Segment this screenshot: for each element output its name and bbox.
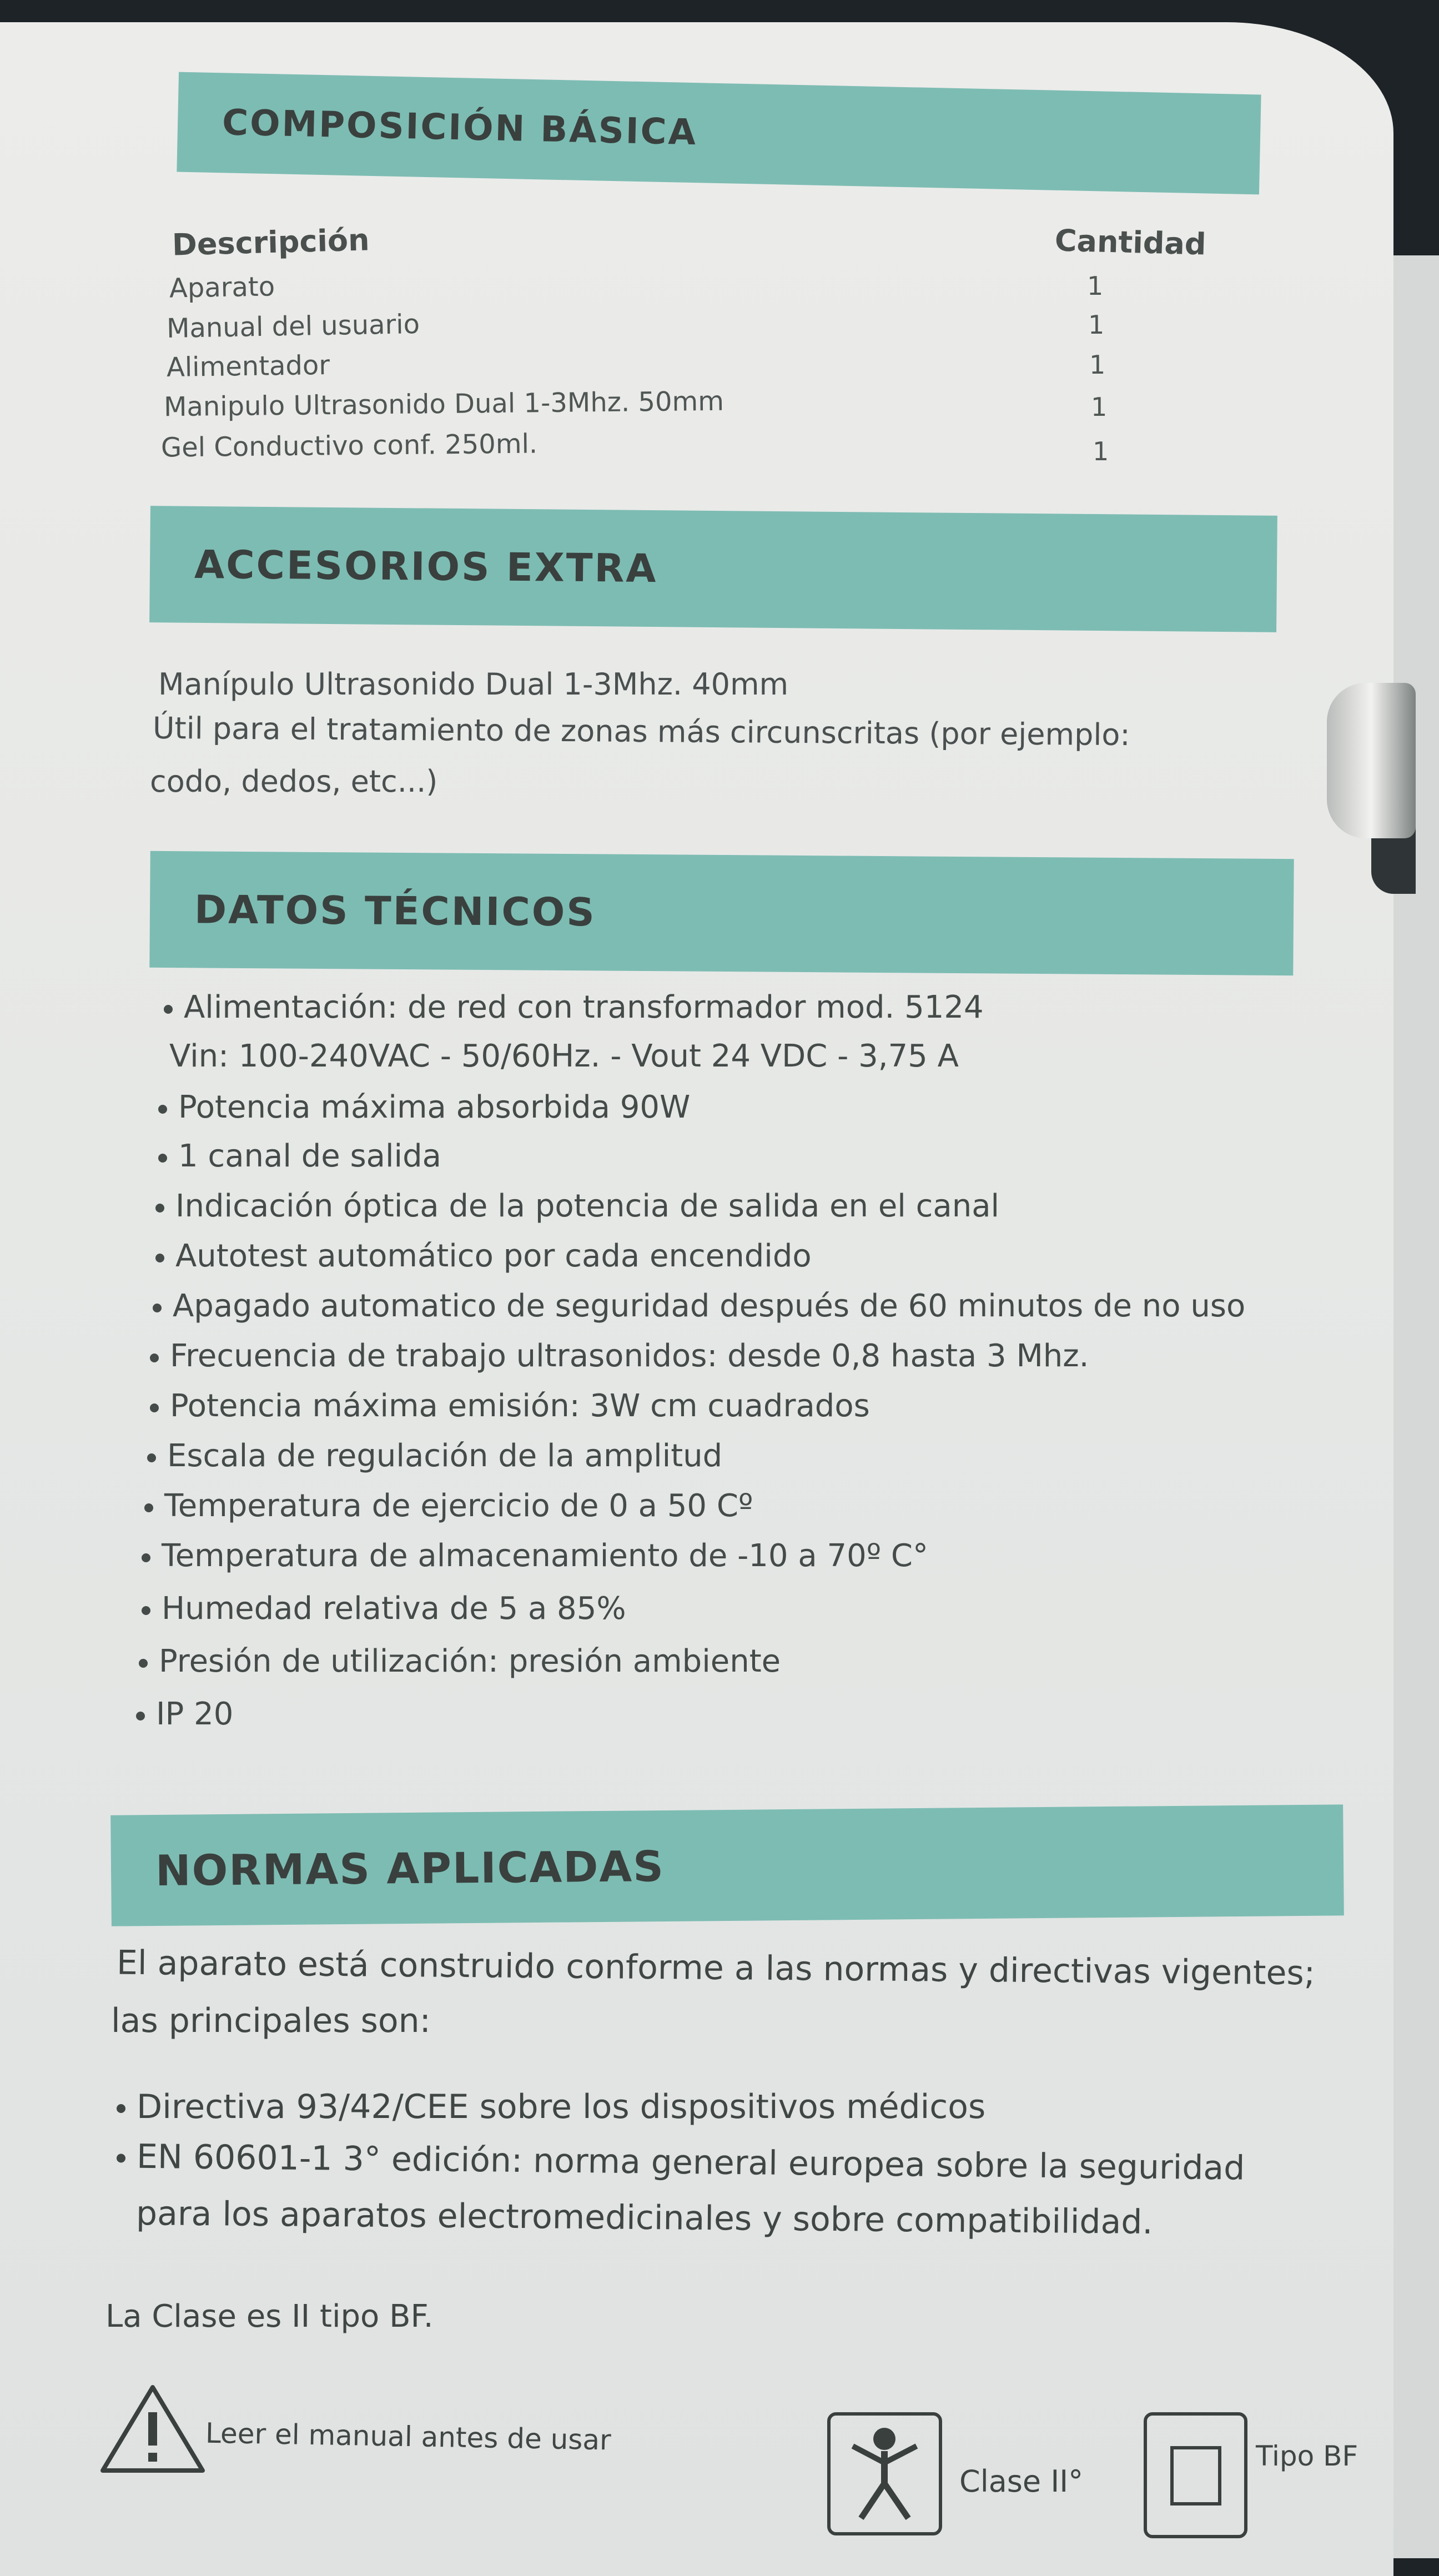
section-banner-accesorios: ACCESORIOS EXTRA bbox=[149, 506, 1277, 632]
datos-bullet: Potencia máxima absorbida 90W bbox=[158, 1089, 690, 1125]
bullet-icon bbox=[150, 1403, 159, 1412]
bullet-icon bbox=[150, 1354, 159, 1362]
column-header-descripcion: Descripción bbox=[172, 222, 370, 263]
comp-item-desc: Alimentador bbox=[166, 349, 330, 384]
bullet-icon bbox=[136, 1712, 145, 1720]
datos-bullet: 1 canal de salida bbox=[158, 1138, 441, 1174]
bullet-icon bbox=[147, 1453, 156, 1462]
datos-bullet: Frecuencia de trabajo ultrasonidos: desde 0,8 hasta 3 Mhz. bbox=[150, 1338, 1089, 1374]
datos-bullet: Temperatura de ejercicio de 0 a 50 Cº bbox=[144, 1488, 753, 1524]
bullet-icon bbox=[117, 2154, 125, 2163]
comp-item-desc: Gel Conductivo conf. 250ml. bbox=[160, 428, 538, 464]
bullet-icon bbox=[142, 1606, 150, 1615]
warning-icon bbox=[97, 2382, 208, 2476]
datos-bullet: Potencia máxima emisión: 3W cm cuadrados bbox=[150, 1388, 870, 1424]
bullet-icon bbox=[142, 1553, 150, 1562]
datos-bullet: Temperatura de almacenamiento de -10 a 70º C° bbox=[142, 1538, 928, 1574]
comp-item-desc: Manual del usuario bbox=[166, 309, 420, 344]
bullet-icon bbox=[117, 2104, 125, 2113]
datos-bullet: Humedad relativa de 5 a 85% bbox=[142, 1591, 626, 1627]
normas-bullet: Directiva 93/42/CEE sobre los dispositivos médicos bbox=[117, 2087, 985, 2126]
comp-item-qty: 1 bbox=[1089, 350, 1106, 380]
datos-bullet: Presión de utilización: presión ambiente bbox=[139, 1643, 781, 1679]
accesorios-line: codo, dedos, etc...) bbox=[150, 764, 438, 799]
normas-bullet: EN 60601-1 3° edición: norma general europea sobre la seguridad bbox=[117, 2137, 1245, 2187]
warning-label: Leer el manual antes de usar bbox=[205, 2417, 612, 2457]
section-banner-composicion: COMPOSICIÓN BÁSICA bbox=[177, 72, 1261, 195]
datos-bullet: Autotest automático por cada encendido bbox=[155, 1238, 812, 1274]
tipo-bf-symbol bbox=[1144, 2412, 1247, 2538]
bullet-icon bbox=[153, 1304, 162, 1312]
column-header-cantidad: Cantidad bbox=[1054, 223, 1207, 262]
normas-intro: las principales son: bbox=[111, 2001, 431, 2040]
datos-bullet: IP 20 bbox=[136, 1696, 233, 1732]
bullet-icon bbox=[144, 1503, 153, 1512]
square-icon bbox=[1170, 2446, 1221, 2505]
binder-clip bbox=[1327, 683, 1416, 838]
datos-bullet: Indicación óptica de la potencia de salida en el canal bbox=[155, 1188, 999, 1224]
comp-item-qty: 1 bbox=[1088, 310, 1105, 340]
datos-bullet: Alimentación: de red con transformador mod. 5124 bbox=[164, 989, 984, 1025]
comp-item-qty: 1 bbox=[1091, 392, 1108, 422]
section-banner-normas: NORMAS APLICADAS bbox=[110, 1804, 1344, 1926]
accesorios-line: Útil para el tratamiento de zonas más circunscritas (por ejemplo: bbox=[152, 710, 1130, 753]
comp-item-desc: Manipulo Ultrasonido Dual 1-3Mhz. 50mm bbox=[163, 385, 724, 423]
person-icon bbox=[831, 2416, 939, 2532]
clase-text: La Clase es II tipo BF. bbox=[105, 2298, 434, 2334]
section-banner-datos-tecnicos: DATOS TÉCNICOS bbox=[149, 851, 1294, 975]
tipo-label: Tipo BF bbox=[1256, 2440, 1359, 2472]
comp-item-desc: Aparato bbox=[169, 271, 275, 304]
comp-item-qty: 1 bbox=[1087, 271, 1104, 301]
bullet-icon bbox=[158, 1154, 167, 1163]
datos-bullet: Apagado automatico de seguridad después de 60 minutos de no uso bbox=[153, 1288, 1245, 1324]
clase-ii-symbol bbox=[827, 2412, 942, 2535]
normas-intro: El aparato está construido conforme a las normas y directivas vigentes; bbox=[116, 1943, 1316, 1993]
datos-bullet: Escala de regulación de la amplitud bbox=[147, 1438, 722, 1474]
datos-vin-line: Vin: 100-240VAC - 50/60Hz. - Vout 24 VDC - 3,75 A bbox=[169, 1038, 959, 1074]
bullet-icon bbox=[158, 1105, 167, 1114]
next-page-edge bbox=[1389, 255, 1439, 2558]
normas-bullet-cont: para los aparatos electromedicinales y sobre compatibilidad. bbox=[135, 2194, 1153, 2242]
comp-item-qty: 1 bbox=[1093, 436, 1109, 466]
clase-label: Clase II° bbox=[959, 2464, 1084, 2499]
bullet-icon bbox=[155, 1254, 164, 1262]
bullet-icon bbox=[139, 1659, 148, 1668]
bullet-icon bbox=[164, 1005, 173, 1014]
accesorios-line: Manípulo Ultrasonido Dual 1-3Mhz. 40mm bbox=[158, 667, 789, 702]
bullet-icon bbox=[155, 1204, 164, 1212]
